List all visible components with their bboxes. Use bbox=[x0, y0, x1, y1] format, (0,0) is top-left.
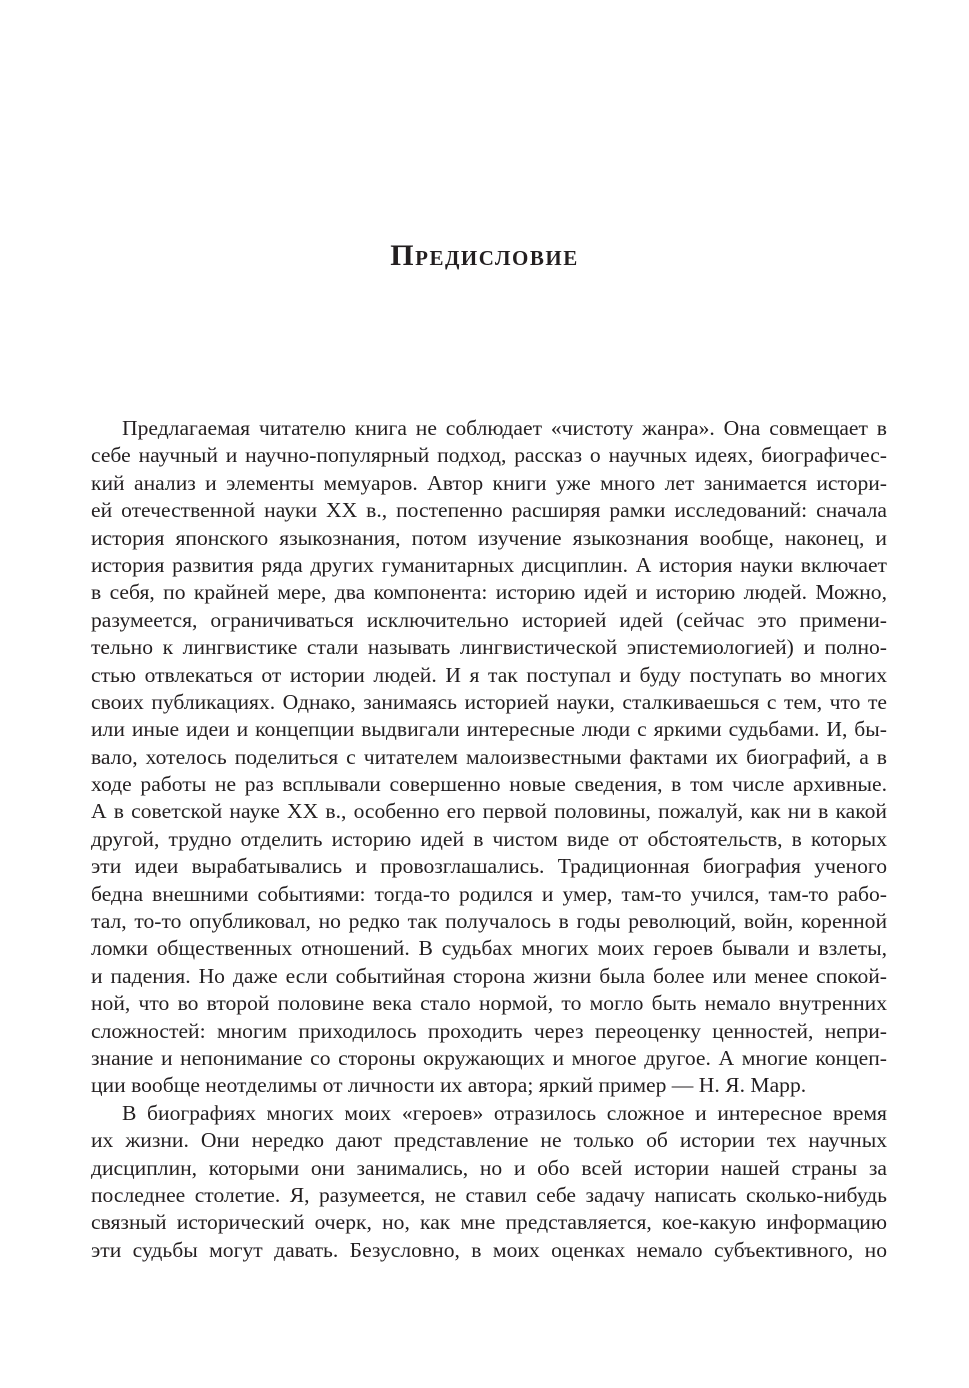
text-line: тал, то-то опубликовал, но редко так получалось в годы революций, войн, коренной bbox=[91, 909, 887, 934]
text-line: эти идеи вырабатывались и провозглашались. Традиционная биография ученого bbox=[91, 854, 887, 879]
text-line: себе научный и научно-популярный подход, рассказ о научных идеях, биографичес- bbox=[91, 443, 887, 468]
text-line: история японского языкознания, потом изучение языкознания вообще, наконец, и bbox=[91, 525, 887, 550]
text-line: связный исторический очерк, но, как мне представляется, кое-какую информацию bbox=[91, 1210, 887, 1235]
chapter-title: Предисловие bbox=[390, 239, 579, 272]
text-line: вало, хотелось поделиться с читателем малоизвестными фактами их биографий, а в bbox=[91, 744, 887, 769]
paragraph-1 bbox=[91, 415, 887, 1100]
text-line: А в советской науке XX в., особенно его первой половины, пожалуй, как ни в какой bbox=[91, 799, 887, 824]
text-line: история развития ряда других гуманитарных дисциплин. А история науки включает bbox=[91, 552, 887, 577]
text-line: тельно к лингвистике стали называть лингвистической эпистемиологией) и полно- bbox=[91, 635, 887, 660]
text-line: стью отвлекаться от истории людей. И я так поступал и буду поступать во многих bbox=[91, 662, 887, 687]
text-line: в себя, по крайней мере, два компонента: историю идей и историю людей. Можно, bbox=[91, 580, 887, 605]
text-line: ной, что во второй половине века стало нормой, то могло быть немало внутренних bbox=[91, 991, 887, 1016]
text-line: бедна внешними событиями: тогда-то родился и умер, там-то учился, там-то рабо- bbox=[91, 881, 887, 906]
text-line: последнее столетие. Я, разумеется, не ставил себе задачу написать сколько-нибудь bbox=[91, 1182, 887, 1207]
text-line: разумеется, ограничиваться исключительно историей идей (сейчас это примени- bbox=[91, 607, 887, 632]
text-line: В биографиях многих моих «героев» отразилось сложное и интересное время bbox=[122, 1100, 887, 1125]
text-line: сложностей: многим приходилось проходить через переоценку ценностей, непри- bbox=[91, 1018, 887, 1043]
text-line: другой, трудно отделить историю идей в чистом виде от обстоятельств, в которых bbox=[91, 826, 887, 851]
text-line: кий анализ и элементы мемуаров. Автор книги уже много лет занимается истори- bbox=[91, 470, 887, 495]
text-line: ломки общественных отношений. В судьбах многих моих героев бывали и взлеты, bbox=[91, 936, 887, 961]
text-line: ходе работы не раз всплывали совершенно новые сведения, в том числе архивные. bbox=[91, 772, 887, 797]
text-line: Предлагаемая читателю книга не соблюдает «чистоту жанра». Она совмещает в bbox=[122, 416, 887, 440]
text-line: ей отечественной науки XX в., постепенно расширяя рамки исследований: сначала bbox=[91, 498, 887, 523]
text-line: или иные идеи и концепции выдвигали интересные люди с яркими судьбами. И, бы- bbox=[91, 717, 887, 742]
body-text bbox=[91, 415, 887, 1264]
text-line: своих публикациях. Однако, занимаясь историей науки, сталкиваешься с тем, что те bbox=[91, 689, 887, 714]
paragraph-2 bbox=[91, 1100, 887, 1264]
text-line: ции вообще неотделимы от личности их автора; яркий пример — Н. Я. Марр. bbox=[91, 1073, 807, 1098]
text-line: дисциплин, которыми они занимались, но и обо всей истории нашей страны за bbox=[91, 1155, 887, 1180]
text-line: эти судьбы могут давать. Безусловно, в моих оценках немало субъективного, но bbox=[91, 1237, 887, 1262]
text-line: знание и непонимание со стороны окружающих и многое другое. А многие концеп- bbox=[91, 1045, 887, 1070]
text-line: их жизни. Они нередко дают представление не только об истории тех научных bbox=[91, 1128, 887, 1153]
text-line: и падения. Но даже если событийная сторона жизни была более или менее спокой- bbox=[91, 963, 887, 988]
